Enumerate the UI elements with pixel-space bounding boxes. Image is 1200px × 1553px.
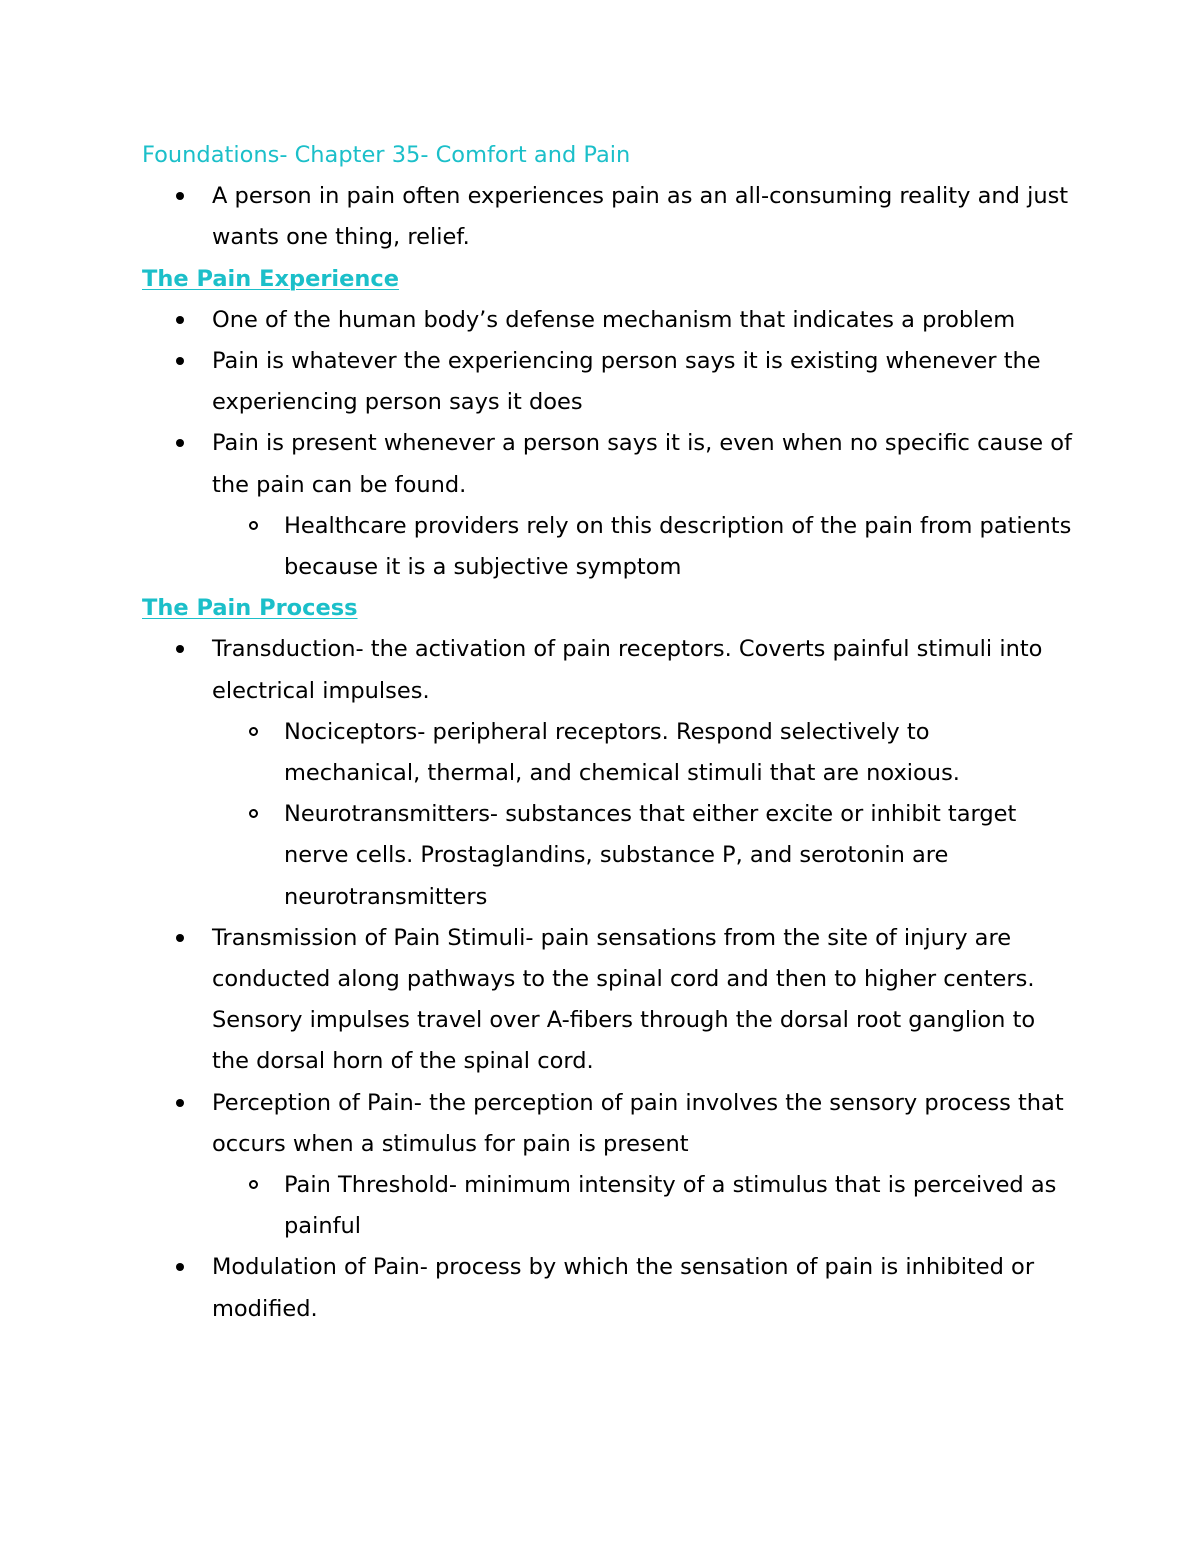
list-item (142, 629, 1072, 917)
list-item-text: Pain is whatever the experiencing person says it is existing whenever the experiencing person says it does (212, 348, 1041, 416)
list-item-text: Pain is present whenever a person says it is, even when no specific cause of the pain can be found. (212, 430, 1072, 498)
list-item: A person in pain often experiences pain as an all-consuming reality and just wants one thing, relief. (142, 176, 1072, 258)
document-body (142, 135, 1072, 1330)
intro-list (142, 176, 1072, 258)
sub-list (142, 712, 1072, 918)
list-item-text: Modulation of Pain- process by which the sensation of pain is inhibited or modified. (212, 1254, 1035, 1322)
list-item (142, 341, 1072, 423)
document-title: Foundations- Chapter 35- Comfort and Pain (142, 142, 631, 168)
sub-list-item: Neurotransmitters- substances that either excite or inhibit target nerve cells. Prostaglandins, substance P, and serotonin are neurotransmitters (142, 794, 1072, 918)
list-item (142, 423, 1072, 588)
list-item-text: Perception of Pain- the perception of pain involves the sensory process that occurs when a stimulus for pain is present (212, 1089, 1064, 1157)
section-heading-pain-experience: The Pain Experience (142, 265, 400, 292)
sub-list (142, 1165, 1072, 1247)
pain-process-list (142, 629, 1072, 1329)
list-item (142, 1083, 1072, 1248)
list-item-text: Transmission of Pain Stimuli- pain sensations from the site of injury are conducted along pathways to the spinal cord and then to higher centers. Sensory impulses travel over A-fibers through the dorsal root ganglion to the dorsal horn of the spinal cord. (212, 924, 1036, 1075)
list-item (142, 918, 1072, 1083)
list-item-text: One of the human body’s defense mechanism that indicates a problem (212, 306, 1016, 333)
list-item-text: Transduction- the activation of pain receptors. Coverts painful stimuli into electrical impulses. (212, 636, 1043, 704)
list-item (142, 1247, 1072, 1329)
sub-list-item: Healthcare providers rely on this description of the pain from patients because it is a subjective symptom (142, 506, 1072, 588)
pain-experience-list (142, 300, 1072, 588)
sub-list-item: Nociceptors- peripheral receptors. Respond selectively to mechanical, thermal, and chemical stimuli that are noxious. (142, 712, 1072, 794)
sub-list (142, 506, 1072, 588)
list-item (142, 300, 1072, 341)
sub-list-item: Pain Threshold- minimum intensity of a stimulus that is perceived as painful (142, 1165, 1072, 1247)
section-heading-pain-process: The Pain Process (142, 595, 358, 622)
